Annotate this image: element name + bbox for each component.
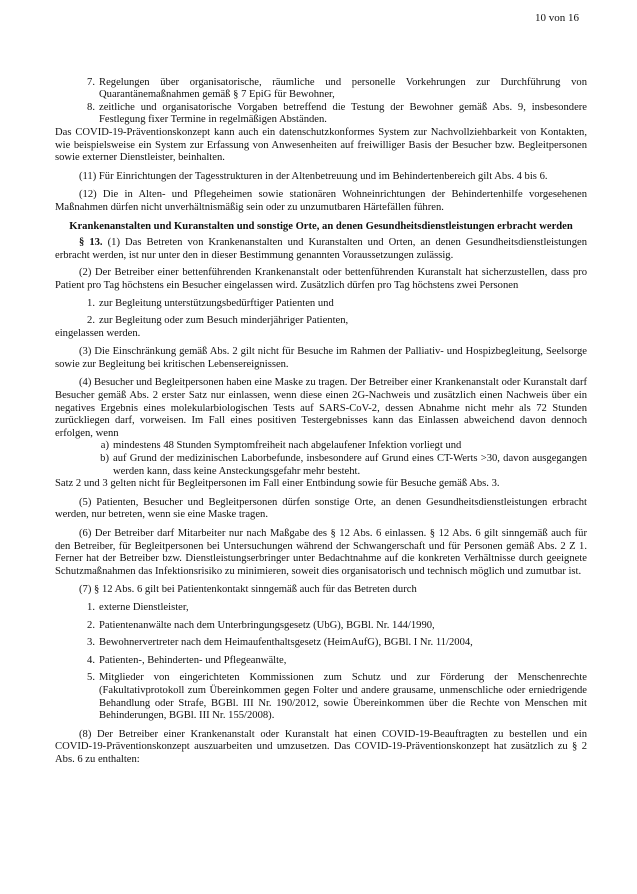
list-number: b) (100, 453, 109, 465)
list-item (55, 602, 587, 615)
paragraph-text: (1) Das Betreten von Krankenanstalten und Kuranstalten und Orten, an denen Gesundheitsdienstleistungen erbracht werden, ist nur unter den in dieser Bestimmung genannten Voraussetzungen zulässig. (55, 237, 588, 261)
section-heading: Krankenanstalten und Kuranstalten und sonstige Orte, an denen Gesundheitsdienstleistungen erbracht werden (69, 220, 573, 232)
list-text: Regelungen über organisatorische, räumliche und personelle Vorkehrungen zur Durchführung von Quarantänemaßnahmen gemäß § 7 EpiG für Bewohner, (99, 76, 587, 101)
list-text: Patientenanwälte nach dem Unterbringungsgesetz (UbG), BGBl. Nr. 144/1990, (99, 619, 435, 631)
list-number: 3. (87, 637, 95, 649)
list-item (55, 102, 587, 127)
paragraph-13-7: (7) § 12 Abs. 6 gilt bei Patientenkontakt sinngemäß auch für das Betreten durch (79, 584, 417, 596)
paragraph-13-2-end: eingelassen werden. (55, 327, 141, 339)
list-text: Bewohnervertreter nach dem Heimaufenthaltsgesetz (HeimAufG), BGBl. I Nr. 11/2004, (99, 637, 473, 649)
paragraph-covid-concept: Das COVID-19-Präventionskonzept kann auch ein datenschutzkonformes System zur Nachvollziehbarkeit von Kontakten, wie beispielsweise ein System zur Erfassung von Anwesenheiten auf freiwilliger Basis der Besucher bzw. Begleitpersonen sowie externer Dienstleister, beinhalten. (55, 126, 587, 164)
paragraph-13-4: (4) Besucher und Begleitpersonen haben eine Maske zu tragen. Der Betreiber einer Krankenanstalt oder Kuranstalt darf Besucher gemäß Abs. 2 erster Satz nur einlassen, wenn diese einen 2G-Nachweis und zusätzlich einen Nachweis über ein negatives Ergebnis eines molekularbiologischen Tests auf SARS-CoV-2, dessen Abnahme nicht mehr als 72 Stunden zurückliegen darf, vorweisen. Im Fall eines positiven Testergebnisses kann das Einlassen abweichend davon dennoch erfolgen, wenn (55, 377, 587, 439)
paragraph-13-4-end: Satz 2 und 3 gelten nicht für Begleitpersonen im Fall einer Entbindung sowie für Besuche gemäß Abs. 3. (55, 478, 500, 490)
paragraph-13-6: (6) Der Betreiber darf Mitarbeiter nur nach Maßgabe des § 12 Abs. 6 einlassen. § 12 Abs. 6 gilt sinngemäß auch für den Betreiber, für Begleitpersonen bei Untersuchungen während der Schwangerschaft und für Personen gemäß Abs. 2 Z 1. Ferner hat der Betreiber bzw. Dienstleistungserbringer unter Bedachtnahme auf die konkreten Verhältnisse durch geeignete Schutzmaßnahmen das Infektionsrisiko zu minimieren, soweit dies organisatorisch und technisch möglich und zumutbar ist. (55, 528, 587, 577)
list-text: Mitglieder von eingerichteten Kommissionen zum Schutz und zur Förderung der Menschenrechte (Fakultativprotokoll zum Übereinkommen gegen Folter und andere grausame, unmenschliche oder erniedrigende Behandlung oder Strafe, BGBl. III Nr. 190/2012, sowie Übereinkommen über die Rechte von Menschen mit Behinderungen, BGBl. III Nr. 155/2008). (99, 672, 587, 722)
list-item (55, 315, 587, 328)
section-label: § 13. (79, 237, 103, 249)
paragraph-13-5: (5) Patienten, Besucher und Begleitpersonen dürfen sonstige Orte, an denen Gesundheitsdienstleistungen erbracht werden, nur betreten, wenn sie eine Maske tragen. (55, 496, 587, 521)
paragraph-13-3: (3) Die Einschränkung gemäß Abs. 2 gilt nicht für Besuche im Rahmen der Palliativ- und Hospizbegleitung, Seelsorge sowie zur Begleitung bei kritischen Lebensereignissen. (55, 346, 587, 370)
list-item (55, 672, 587, 722)
paragraph-13-8: (8) Der Betreiber einer Krankenanstalt oder Kuranstalt hat einen COVID-19-Beauftragten zu bestellen und ein COVID-19-Präventionskonzept auszuarbeiten und umzusetzen. Das COVID-19-Präventionskonzept hat zusätzlich zu § 2 Abs. 6 zu enthalten: (55, 728, 587, 765)
list-text: externe Dienstleister, (99, 601, 189, 613)
list-number: a) (100, 440, 109, 452)
paragraph-13-2: (2) Der Betreiber einer bettenführenden Krankenanstalt oder bettenführenden Kuranstalt hat sicherzustellen, dass pro Patient pro Tag höchstens ein Besucher eingelassen wird. Zusätzlich dürfen pro Tag höchstens zwei Personen (55, 267, 587, 291)
list-item (55, 620, 587, 633)
list-text: auf Grund der medizinischen Laborbefunde, insbesondere auf Grund eines CT-Werts >30, davon ausgegangen werden kann, dass keine Ansteckungsgefahr mehr besteht. (113, 453, 587, 477)
list-number: 7. (87, 76, 95, 88)
list-text: mindestens 48 Stunden Symptomfreiheit nach abgelaufener Infektion vorliegt und (113, 440, 462, 452)
list-item (55, 637, 587, 650)
list-number: 5. (87, 672, 95, 684)
paragraph-12: (12) Die in Alten- und Pflegeheimen sowie stationären Wohneinrichtungen der Behindertenhilfe vorgesehenen Maßnahmen dürfen nicht unverhältnismäßig sein oder zu unzumutbaren Härtefällen führen. (55, 189, 587, 213)
list-number: 8. (87, 101, 95, 113)
list-item (55, 655, 587, 668)
list-item (55, 298, 587, 311)
list-text: zeitliche und organisatorische Vorgaben betreffend die Testung der Bewohner gemäß Abs. 9, insbesondere Festlegung fixer Termine in regelmäßigen Abständen. (99, 101, 587, 126)
list-item (55, 77, 587, 102)
list-number: 4. (87, 654, 95, 666)
list-number: 2. (87, 315, 95, 327)
paragraph-11: (11) Für Einrichtungen der Tagesstrukturen in der Altenbetreuung und im Behindertenbereich gilt Abs. 4 bis 6. (79, 170, 548, 182)
list-item (55, 440, 587, 453)
page-number: 10 von 16 (535, 12, 579, 24)
list-number: 2. (87, 619, 95, 631)
list-number: 1. (87, 297, 95, 309)
list-text: Patienten-, Behinderten- und Pflegeanwälte, (99, 654, 287, 666)
list-number: 1. (87, 601, 95, 613)
paragraph-13-1 (55, 237, 587, 262)
list-text: zur Begleitung oder zum Besuch minderjähriger Patienten, (99, 315, 349, 327)
list-text: zur Begleitung unterstützungsbedürftiger Patienten und (99, 297, 334, 309)
list-item (55, 453, 587, 478)
